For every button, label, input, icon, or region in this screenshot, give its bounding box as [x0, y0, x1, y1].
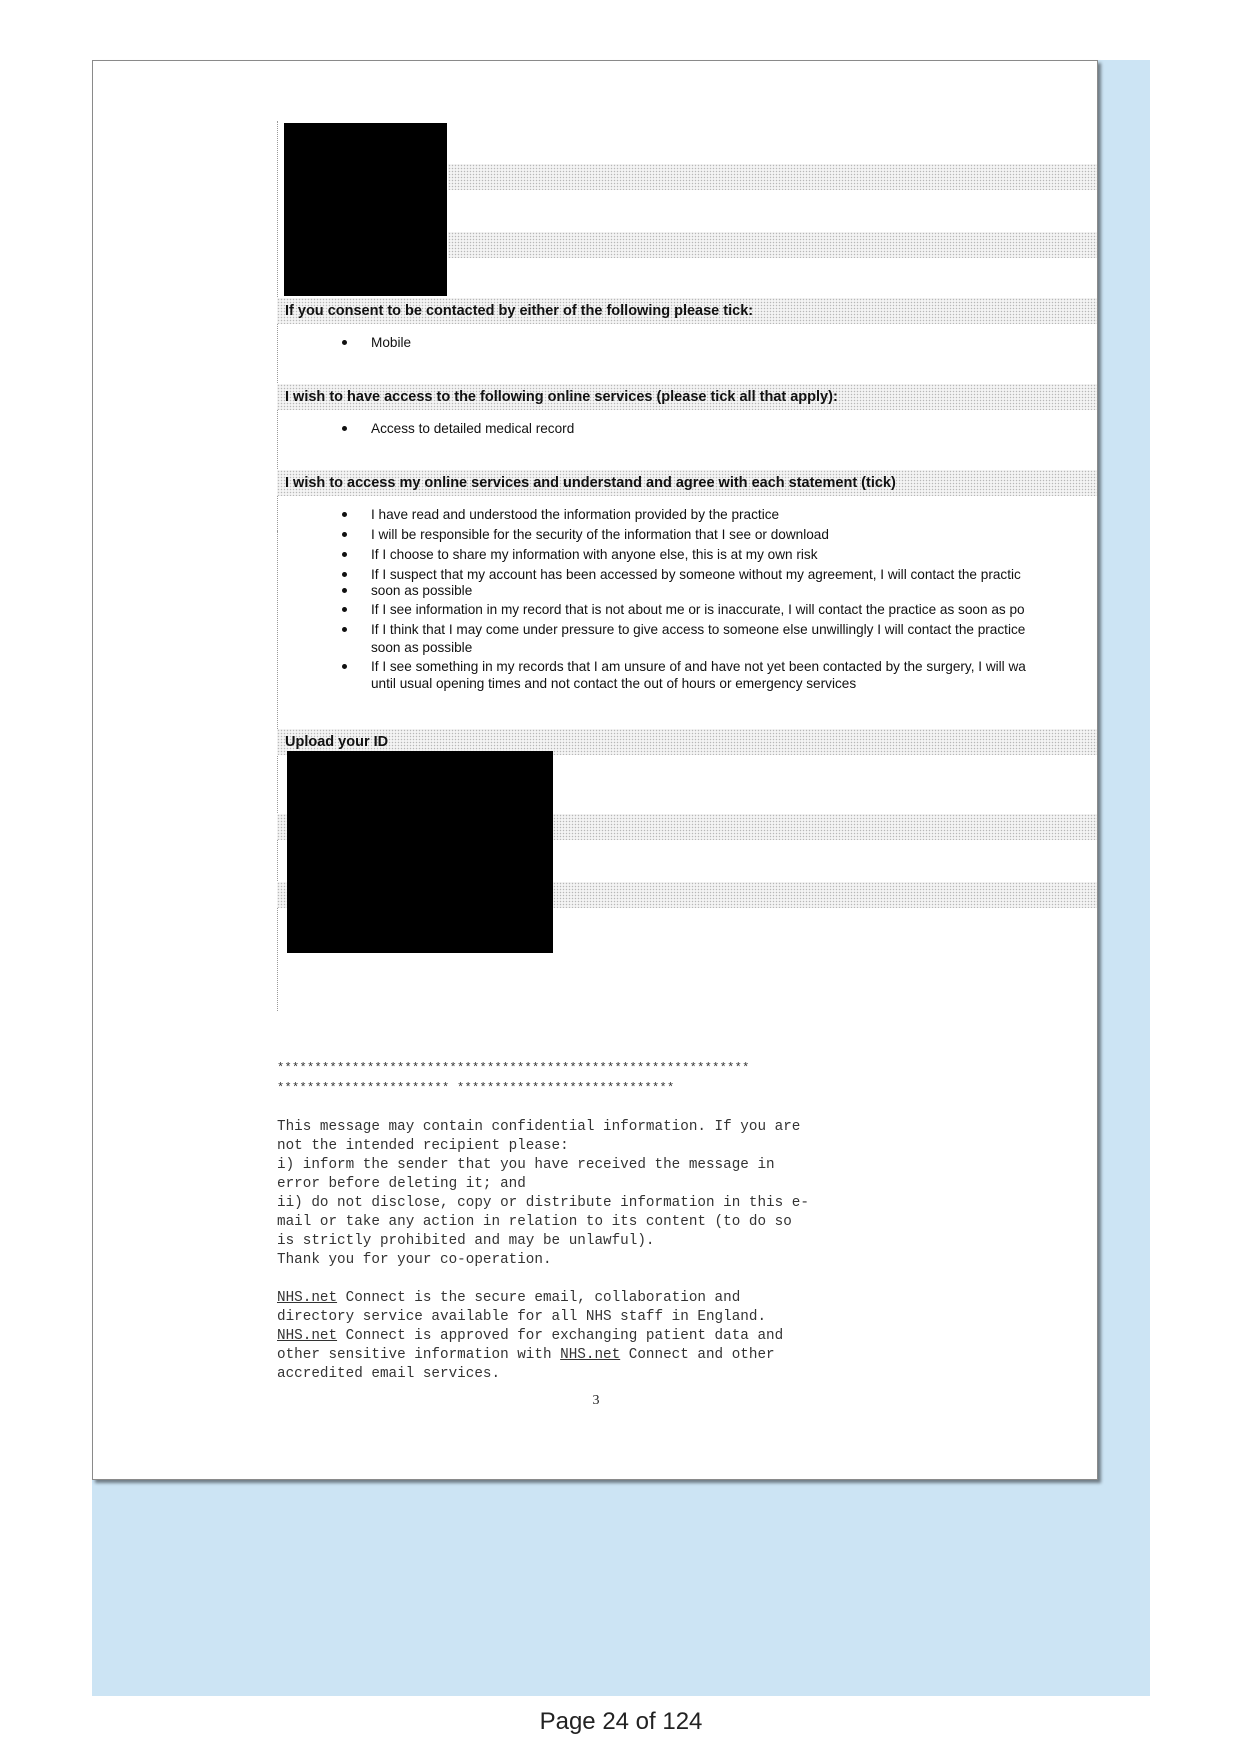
form-field-row [448, 232, 1097, 258]
agreement-list-continued [93, 582, 472, 602]
list-item-continuation: soon as possible [93, 582, 472, 599]
agreement-list-continued [93, 675, 856, 695]
list-item: Access to detailed medical record [93, 420, 574, 437]
list-item-continuation: until usual opening times and not contact the out of hours or emergency services [371, 676, 857, 691]
list-item: If I think that I may come under pressure to give access to someone else unwillingly I will contact the practice [93, 621, 1025, 638]
document-page [92, 60, 1098, 1480]
upload-id-heading: Upload your ID [285, 734, 389, 750]
list-item: I have read and understood the information provided by the practice [93, 506, 1021, 523]
redaction-block-upload [287, 751, 553, 953]
agreement-list-part-2 [93, 601, 1025, 641]
agreement-list [93, 506, 1021, 586]
list-item-continuation: soon as possible [371, 640, 473, 655]
consent-list [93, 334, 411, 354]
agreement-list-continued [93, 639, 472, 659]
list-item: If I choose to share my information with anyone else, this is at my own risk [93, 546, 1021, 563]
list-item: Mobile [93, 334, 411, 351]
nhs-net-link[interactable]: NHS.net [277, 1290, 338, 1306]
page-counter: Page 24 of 124 [539, 1708, 703, 1735]
online-services-heading: I wish to have access to the following online services (please tick all that apply): [285, 389, 838, 405]
nhs-net-link[interactable]: NHS.net [277, 1328, 338, 1344]
consent-heading: If you consent to be contacted by either of the following please tick: [285, 303, 754, 319]
agreement-heading: I wish to access my online services and understand and agree with each statement (tick) [285, 475, 896, 491]
nhs-net-notice: NHS.net Connect is the secure email, collaboration and directory service available for all NHS staff in England. NHS.net Connect is approved for exchanging patient data and other sensitive information with NHS.net Connect and other accredited email services. [277, 1290, 784, 1382]
list-item: If I see information in my record that is not about me or is inaccurate, I will contact the practice as soon as po [93, 601, 1025, 618]
nhs-net-link[interactable]: NHS.net [560, 1347, 621, 1363]
list-item: If I see something in my records that I am unsure of and have not yet been contacted by the surgery, I will wa [93, 658, 1026, 675]
list-item: I will be responsible for the security of the information that I see or download [93, 526, 1021, 543]
inner-page-number: 3 [592, 1393, 600, 1408]
confidentiality-disclaimer: This message may contain confidential information. If you are not the intended recipient please: i) inform the sender that you have received the message in error before deleting it; and ii) do not disclose, copy or distribute information in this e- mail or take any action in relation to its content (to do so is strictly prohibited and may be unlawful). Thank you for your co-operation. [277, 1119, 809, 1268]
separator-stars: *************************************************************** [277, 1061, 750, 1075]
list-item: If I suspect that my account has been accessed by someone without my agreement, I will contact the practic [93, 566, 1021, 583]
form-field-row [448, 164, 1097, 190]
online-services-list [93, 420, 574, 440]
redaction-block-top [284, 123, 447, 296]
separator-stars: *********************** ***************************** [277, 1081, 675, 1095]
